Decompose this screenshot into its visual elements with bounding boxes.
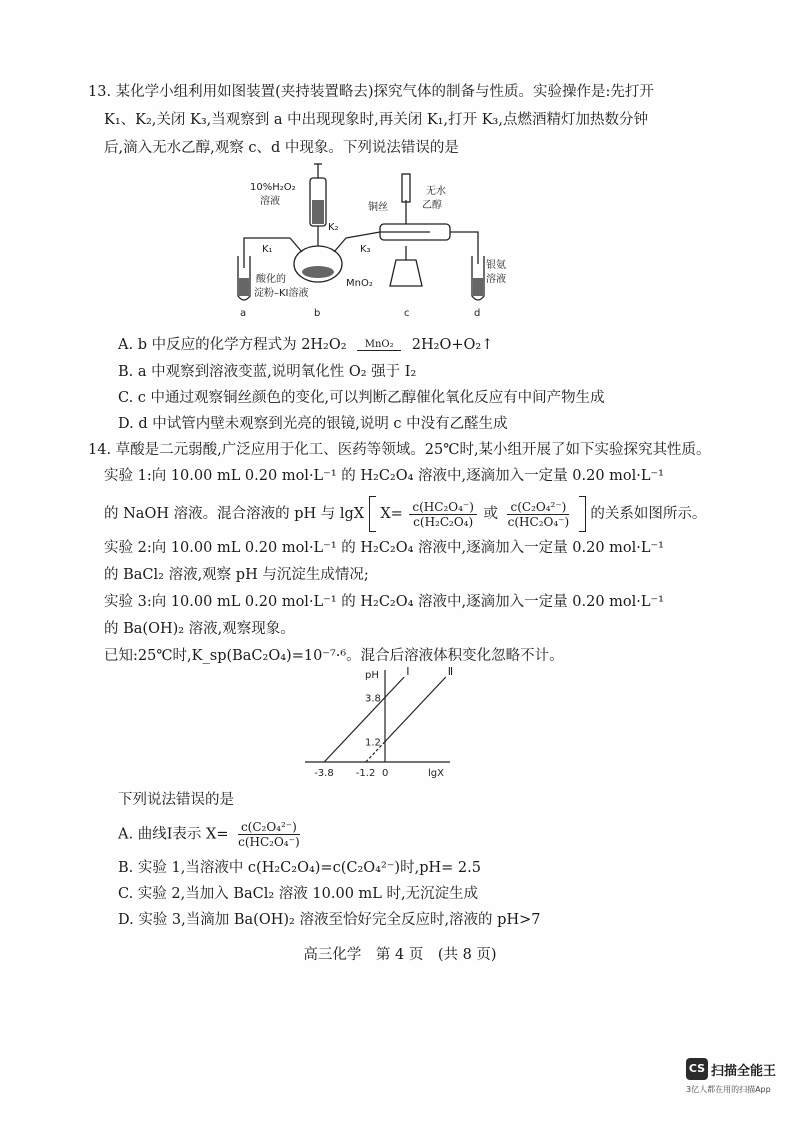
q14-option-c: C. 实验 2,当加入 BaCl₂ 溶液 10.00 mL 时,无沉淀生成: [118, 886, 479, 902]
q14-exp1-line2: [104, 496, 706, 532]
q14-option-d: D. 实验 3,当滴加 Ba(OH)₂ 溶液至恰好完全反应时,溶液的 pH>7: [118, 912, 541, 928]
series-1-lower: [324, 697, 385, 762]
q13-stem-line3: 后,滴入无水乙醇,观察 c、d 中现象。下列说法错误的是: [104, 140, 459, 156]
ph-lgx-chart: [290, 662, 460, 780]
q13-stem-line2: K₁、K₂,关闭 K₃,当观察到 a 中出现现象时,再关闭 K₁,打开 K₃,点燃酒精灯加热数分钟: [104, 112, 648, 128]
label-k3: K₃: [360, 244, 371, 255]
watermark-subtitle: 3亿人都在用的扫描App: [686, 1085, 771, 1094]
label-c: c: [404, 308, 410, 319]
q14-frac2-num: c(C₂O₄²⁻): [507, 500, 569, 515]
q13-option-a: [118, 335, 493, 355]
series-2-upper: [385, 677, 446, 742]
q14-option-b: B. 实验 1,当溶液中 c(H₂C₂O₄)=c(C₂O₄²⁻)时,pH= 2.5: [118, 860, 481, 876]
label-k1: K₁: [262, 244, 273, 255]
q14-exp1-text: 的 NaOH 溶液。混合溶液的 pH 与 lgX: [104, 506, 365, 522]
label-ethanol-2: 乙醇: [422, 200, 442, 211]
q13-option-d: D. d 中试管内壁未观察到光亮的银镜,说明 c 中没有乙醛生成: [118, 416, 508, 432]
series-2-name: Ⅱ: [447, 665, 454, 678]
q13-option-c: C. c 中通过观察铜丝颜色的变化,可以判断乙醇催化氧化反应有中间产物生成: [118, 390, 605, 406]
label-acidified: 酸化的: [256, 274, 286, 285]
x-tick-label: 0: [382, 768, 389, 779]
apparatus-figure: [230, 160, 520, 320]
q14-option-a-num: c(C₂O₄²⁻): [238, 820, 300, 835]
q14-option-a-den: c(HC₂O₄⁻): [238, 835, 300, 849]
series-1-upper: [385, 677, 404, 697]
q14-frac2-den: c(HC₂O₄⁻): [507, 514, 570, 529]
q14-exp1-line1: 实验 1:向 10.00 mL 0.20 mol·L⁻¹ 的 H₂C₂O₄ 溶液中,逐滴加入一定量 0.20 mol·L⁻¹: [104, 468, 664, 484]
q14-exp1-x: X=: [380, 506, 403, 522]
q14-exp2-line1: 实验 2:向 10.00 mL 0.20 mol·L⁻¹ 的 H₂C₂O₄ 溶液中,逐滴加入一定量 0.20 mol·L⁻¹: [104, 540, 664, 556]
q14-frac1-num: c(HC₂O₄⁻): [409, 500, 477, 515]
label-d: d: [474, 308, 481, 319]
q14-question: 下列说法错误的是: [118, 792, 234, 808]
q14-exp3-line1: 实验 3:向 10.00 mL 0.20 mol·L⁻¹ 的 H₂C₂O₄ 溶液中,逐滴加入一定量 0.20 mol·L⁻¹: [104, 594, 664, 610]
label-mno2: MnO₂: [346, 278, 373, 289]
q13-option-a-catalyst: MnO₂: [364, 338, 394, 350]
label-a: a: [240, 308, 247, 319]
label-k2: K₂: [328, 222, 339, 233]
x-tick-label: -1.2: [355, 768, 376, 779]
y-tick-label: 3.8: [365, 693, 381, 705]
x-axis-label: lgX: [428, 768, 444, 779]
q13-option-a-lhs: A. b 中反应的化学方程式为 2H₂O₂: [118, 337, 347, 353]
q13-option-b: B. a 中观察到溶液变蓝,说明氧化性 O₂ 强于 I₂: [118, 364, 417, 380]
q14-known: 已知:25℃时,K_sp(BaC₂O₄)=10⁻⁷·⁶。混合后溶液体积变化忽略不计。: [104, 648, 564, 664]
q14-exp3-line2: 的 Ba(OH)₂ 溶液,观察现象。: [104, 621, 295, 637]
label-copper-wire: 铜丝: [368, 202, 388, 213]
series-1-name: Ⅰ: [406, 665, 410, 678]
y-tick-label: 1.2: [365, 737, 381, 749]
label-b: b: [314, 308, 321, 319]
label-silver-2: 溶液: [486, 274, 506, 285]
label-starch-ki: 淀粉–KI溶液: [254, 288, 309, 299]
y-axis-label: pH: [365, 670, 379, 681]
q14-exp1-tail: 的关系如图所示。: [590, 506, 707, 522]
q14-option-a: [118, 820, 305, 849]
q14-frac1-den: c(H₂C₂O₄): [413, 514, 474, 529]
q13-option-a-rhs: 2H₂O+O₂↑: [411, 337, 494, 353]
scanner-watermark: [686, 1058, 776, 1080]
label-h2o2: 10%H₂O₂: [250, 182, 296, 193]
q14-exp1-or: 或: [483, 506, 499, 522]
q14-exp2-line2: 的 BaCl₂ 溶液,观察 pH 与沉淀生成情况;: [104, 567, 369, 583]
watermark-name: 扫描全能王: [711, 1063, 777, 1079]
camscanner-logo-icon: CS: [686, 1058, 708, 1080]
q14-stem: 14. 草酸是二元弱酸,广泛应用于化工、医药等领域。25℃时,某小组开展了如下实验探究其性质。: [88, 442, 711, 458]
label-h2o2-solution: 溶液: [260, 196, 280, 207]
page-footer: 高三化学 第 4 页 (共 8 页): [303, 947, 497, 963]
q13-stem-line1: 13. 某化学小组利用如图装置(夹持装置略去)探究气体的制备与性质。实验操作是:先打开: [88, 84, 654, 100]
label-ethanol-1: 无水: [426, 186, 446, 197]
label-silver-1: 银氨: [486, 260, 506, 271]
x-tick-label: -3.8: [314, 768, 334, 779]
q14-option-a-text: A. 曲线Ⅰ表示 X=: [118, 826, 229, 843]
